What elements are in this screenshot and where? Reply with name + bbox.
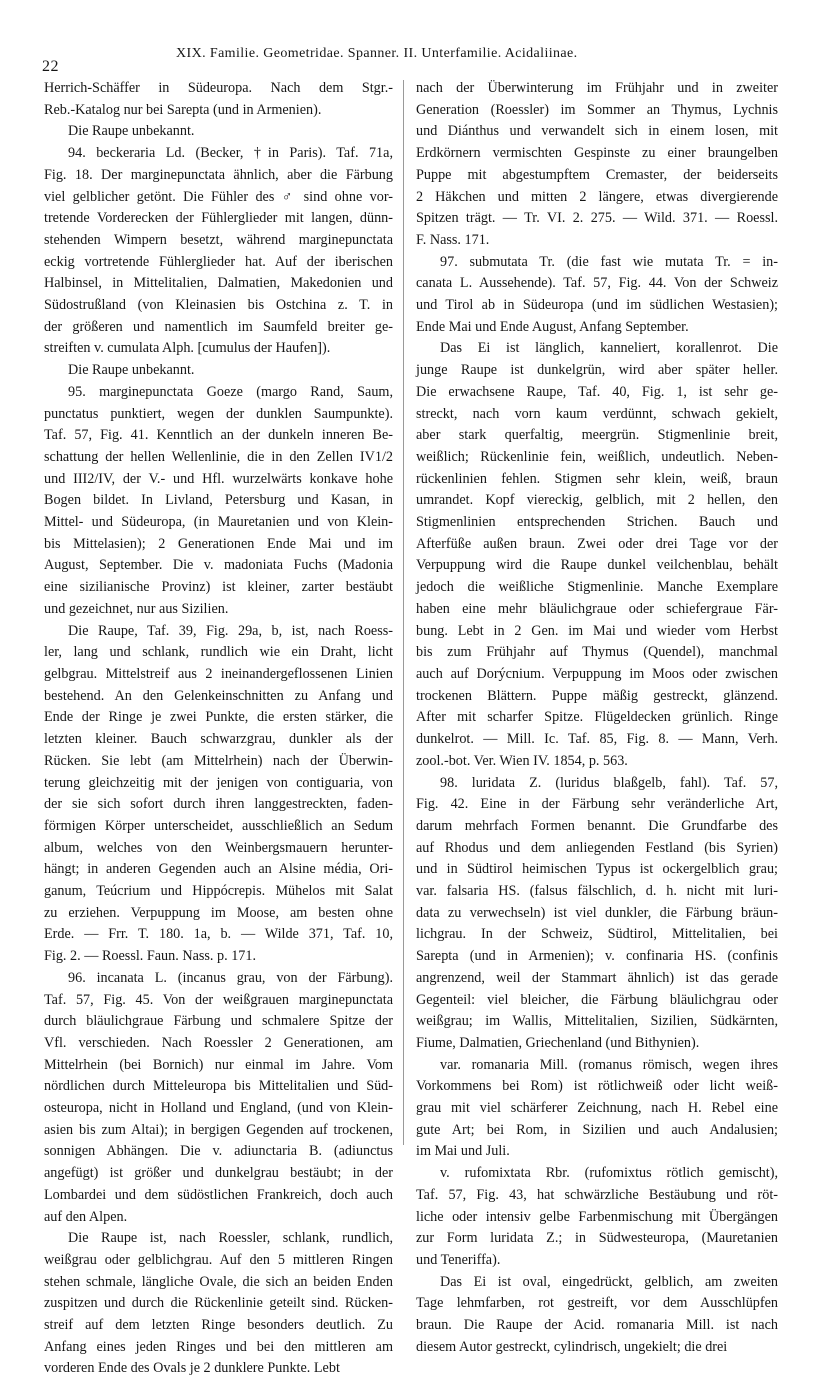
left-column-text-line: Die Raupe unbekannt. <box>68 362 195 379</box>
left-column-text-line: förmigen Körper unterscheidet, ausschließlich an Sedum <box>44 817 393 834</box>
right-column-text-line: Fig. 42. Eine in der Färbung sehr veränderliche Art, <box>416 796 778 813</box>
left-column-text-line: Die Raupe unbekannt. <box>68 123 195 140</box>
left-column-text-line: Die Raupe, Taf. 39, Fig. 29a, b, ist, nach Roess- <box>68 622 393 639</box>
right-column-text-line: data zu verwechseln) ist viel dunkler, die Färbung bräun- <box>416 904 778 921</box>
right-column-text-line: weißlich; Rückenlinie fein, weißlich, undeutlich. Neben- <box>416 448 778 465</box>
left-column-text-line: weißgrau oder gelblichgrau. Auf den 5 mittleren Ringen <box>44 1251 393 1268</box>
right-column-text-line: Gegenteil: viel bleicher, die Färbung bläulichgrau oder <box>416 991 778 1008</box>
right-column-text-line: haben eine mehr bläulichgraue oder schiefergraue Fär- <box>416 600 778 617</box>
right-column-text-line: liche oder intensiv gelbe Farbenmischung mit Übergängen <box>416 1208 778 1225</box>
right-column-text-line: braun. Die Raupe der Acid. romanaria Mill. ist nach <box>416 1317 778 1334</box>
left-column-text-line: Fig. 18. Der marginepunctata ähnlich, aber die Färbung <box>44 166 393 183</box>
right-column-text-line: darum mehrfach Formen benannt. Die Grundfarbe des <box>416 817 778 834</box>
right-column-text-line: Taf. 57, Fig. 43, hat schwärzliche Bestäubung und röt- <box>416 1186 778 1203</box>
left-column-text-line: osteuropa, nicht in Holland und England, (und von Klein- <box>44 1100 393 1117</box>
right-column-text-line: Spitzen trägt. — Tr. VI. 2. 275. — Wild. 371. — Roessl. <box>416 210 778 227</box>
right-column-text-line: auch auf Dorýcnium. Verpuppung im Moos oder zwischen <box>416 665 778 682</box>
right-column-text-line: 2 Häkchen und mitten 2 längere, etwas divergierende <box>416 188 778 205</box>
left-column-text-line: viel gelblicher getönt. Die Fühler des ♂ sind ohne vor- <box>44 188 393 205</box>
left-column-text-line: Bogen bildet. In Livland, Petersburg und Kasan, in <box>44 492 393 509</box>
right-column-text-line: Das Ei ist länglich, kanneliert, korallenrot. Die <box>440 340 778 357</box>
right-column-text-line: und Tirol ab in Südeuropa (und im südlichen Westasien); <box>416 297 778 314</box>
right-column-text-line: Die erwachsene Raupe, Taf. 40, Fig. 1, ist sehr ge- <box>416 383 778 400</box>
left-column-text-line: asien bis zum Altai); in bergigen Gegenden auf trockenen, <box>44 1121 393 1138</box>
left-column-text-line: ler, lang und schlank, rundlich wie ein Draht, licht <box>44 644 393 661</box>
right-column-text-line: zur Form luridata Z.; in Südwesteuropa, (Mauretanien <box>416 1230 778 1247</box>
right-column-text-line: var. falsaria HS. (falsus fälschlich, d. h. nicht mit luri- <box>416 883 778 900</box>
right-column-text-line: bung. Lebt in 2 Gen. im Mai und wieder vom Herbst <box>416 622 778 639</box>
left-column-text-line: vorderen Ende des Ovals je 2 dunklere Punkte. Lebt <box>44 1360 340 1377</box>
right-column-text-line: canata L. Aussehende). Taf. 57, Fig. 44. Von der Schweiz <box>416 275 778 292</box>
left-column-text-line: Lombardei und dem südöstlichen Frankreich, doch auch <box>44 1186 393 1203</box>
right-column <box>416 78 778 1358</box>
right-column-text-line: und in Südtirol heimischen Typus ist ockergelblich grau; <box>416 861 778 878</box>
left-column-text-line: angefügt) ist größer und dunkelgrau bestäubt; in der <box>44 1165 393 1182</box>
left-column-text-line: stehen schmale, längliche Ovale, die sich an beiden Enden <box>44 1273 393 1290</box>
left-column-text-line: zu erziehen. Verpuppung im Moose, am besten ohne <box>44 904 393 921</box>
right-column-text-line: aber stark querfaltig, meergrün. Stigmenlinie breit, <box>416 427 778 444</box>
right-column-text-line: 98. luridata Z. (luridus blaßgelb, fahl). Taf. 57, <box>440 774 778 791</box>
left-column-text-line: durch bläulichgraue Färbung und schmalere Spitze der <box>44 1013 393 1030</box>
right-column-text-line: F. Nass. 171. <box>416 231 490 248</box>
right-column-text-line: diesem Autor gestreckt, cylindrisch, ungekielt; die drei <box>416 1338 728 1355</box>
right-column-text-line: und Diánthus und verwandelt sich in einem losen, mit <box>416 123 778 140</box>
left-column-text-line: streiften v. cumulata Alph. [cumulus der Haufen]). <box>44 340 331 357</box>
right-column-text-line: gute Art; bei Rom, in Sizilien und auch Andalusien; <box>416 1121 778 1138</box>
left-column-text-line: der größeren und namentlich im Saumfeld breiter ge- <box>44 318 393 335</box>
left-column-text-line: Anfang eines jeden Ringes und bei den mittleren am <box>44 1338 393 1355</box>
running-head: XIX. Familie. Geometridae. Spanner. II. Unterfamilie. Acidaliinae. <box>176 46 578 61</box>
right-column-text-line: bis zum Frühjahr auf Thymus (Quendel), manchmal <box>416 644 778 661</box>
left-column-text-line: 95. marginepunctata Goeze (margo Rand, Saum, <box>68 383 393 400</box>
left-column-text-line: Halbinsel, in Mittelitalien, Dalmatien, Makedonien und <box>44 275 393 292</box>
left-column <box>44 78 393 1380</box>
left-column-text-line: ganum, Teúcrium und Hippócrepis. Mühelos mit Salat <box>44 883 393 900</box>
right-column-text-line: var. romanaria Mill. (romanus römisch, wegen ihres <box>440 1056 778 1073</box>
right-column-text-line: streckt, nach vorn kaum verdünnt, schwach gekielt, <box>416 405 778 422</box>
left-column-text-line: Fig. 2. — Roessl. Faun. Nass. p. 171. <box>44 948 257 965</box>
right-column-text-line: Erdkörnern vermischten Gespinste zu einer braungelben <box>416 145 778 162</box>
left-column-text-line: Mittelrhein (bei Bornich) nur einmal im Jahre. Vom <box>44 1056 393 1073</box>
right-column-text-line: Puppe mit abgestumpftem Cremaster, der beiderseits <box>416 166 778 183</box>
left-column-text-line: Erde. — Frr. T. 180. 1a, b. — Wilde 371, Taf. 10, <box>44 926 393 943</box>
right-column-text-line: v. rufomixtata Rbr. (rufomixtus rötlich gemischt), <box>440 1165 778 1182</box>
left-column-text-line: bestehend. An den Gelenkeinschnitten zu Anfang und <box>44 687 393 704</box>
right-column-text-line: Verpuppung wird die Raupe dunkel veilchenblau, behält <box>416 557 778 574</box>
right-column-text-line: jedoch die weißliche Stigmenlinie. Manche Exemplare <box>416 579 778 596</box>
right-column-text-line: umrandet. Kopf viereckig, gelblich, mit 2 hellen, den <box>416 492 778 509</box>
right-column-text-line: Fiume, Dalmatien, Griechenland (und Bithynien). <box>416 1034 700 1051</box>
right-column-text-line: und Teneriffa). <box>416 1251 501 1268</box>
left-column-text-line: Ende der Ringe je zwei Punkte, die ersten stärker, die <box>44 709 393 726</box>
right-column-text-line: angrenzend, weil der Stammart ähnlich) ist das gerade <box>416 969 778 986</box>
right-column-text-line: im Mai und Juli. <box>416 1143 510 1160</box>
left-column-text-line: 96. incanata L. (incanus grau, von der Färbung). <box>68 969 393 986</box>
left-column-text-line: album, welches von den Weinbergsmauern herunter- <box>44 839 393 856</box>
left-column-text-line: punctatus punktiert, wegen der dunklen Saumpunkte). <box>44 405 393 422</box>
left-column-text-line: streif auf dem letzten Ringe besonders deutlich. Zu <box>44 1317 393 1334</box>
right-column-text-line: grau mit viel schärferer Zeichnung, nach H. Rebel eine <box>416 1100 778 1117</box>
left-column-text-line: sonnigen Abhängen. Die v. adiunctaria B. (adiunctus <box>44 1143 393 1160</box>
left-column-text-line: eckig vortretende Fühlerglieder hat. Auf der iberischen <box>44 253 393 270</box>
left-column-text-line: tretende Vorderecken der Fühlerglieder mit langen, dünn- <box>44 210 393 227</box>
right-column-text-line: Ende Mai und Ende August, Anfang September. <box>416 318 689 335</box>
left-column-text-line: nördlichen durch Mitteleuropa bis Mittelitalien und Süd- <box>44 1078 393 1095</box>
left-column-text-line: gelbgrau. Mittelstreif aus 2 ineinandergeflossenen Linien <box>44 665 393 682</box>
left-column-text-line: schattung der hellen Wellenlinie, die in den Zellen IV1/2 <box>44 448 393 465</box>
left-column-text-line: Reb.-Katalog nur bei Sarepta (und in Armenien). <box>44 101 322 118</box>
right-column-text-line: Tage lehmfarben, rot gestreift, vor dem Ausschlüpfen <box>416 1295 778 1312</box>
right-column-text-line: dunkelrot. — Mill. Ic. Taf. 85, Fig. 8. — Mann, Verh. <box>416 731 778 748</box>
left-column-text-line: bis Mittelasien); 2 Generationen Ende Mai und im <box>44 535 393 552</box>
right-column-text-line: trockenen Blättern. Puppe mäßig gestreckt, glänzend. <box>416 687 778 704</box>
right-column-text-line: nach der Überwinterung im Frühjahr und in zweiter <box>416 80 778 96</box>
right-column-text-line: auf Rhodus und dem anliegenden Festland (bis Syrien) <box>416 839 778 856</box>
left-column-text-line: Die Raupe ist, nach Roessler, schlank, rundlich, <box>68 1230 393 1247</box>
left-column-text-line: der sie sich sofort durch ihren langgestreckten, faden- <box>44 796 393 813</box>
right-column-text-line: Generation (Roessler) im Sommer an Thymus, Lychnis <box>416 101 778 118</box>
right-column-text-line: After mit scharfer Spitze. Flügeldecken grünlich. Ringe <box>416 709 778 726</box>
right-column-text-line: Vorkommens bei Rom) ist rötlichweiß oder licht weiß- <box>416 1078 778 1095</box>
right-column-text-line: weißgrau; im Wallis, Mittelitalien, Sizilien, Südkärnten, <box>416 1013 778 1030</box>
left-column-text-line: Taf. 57, Fig. 41. Kenntlich an der dunkeln inneren Be- <box>44 427 393 444</box>
right-column-text-line: Afterfüße außen braun. Zwei oder drei Tage vor der <box>416 535 778 552</box>
left-column-text-line: terung gleichzeitig mit der jenigen von contiguaria, von <box>44 774 393 791</box>
left-column-text-line: Südostrußland (von Kleinasien bis Ostchina z. T. in <box>44 297 393 314</box>
left-column-text-line: Mittel- und Südeuropa, (in Mauretanien und von Klein- <box>44 514 393 531</box>
left-column-text-line: und III2/IV, der V.- und Hfl. wurzelwärts konkave hohe <box>44 470 393 487</box>
left-column-text-line: und gezeichnet, nur aus Sizilien. <box>44 600 229 617</box>
right-column-text-line: rückenlinien fehlen. Stigmen sehr klein, weiß, braun <box>416 470 778 487</box>
right-column-text-line: zool.-bot. Ver. Wien IV. 1854, p. 563. <box>416 752 628 769</box>
left-column-text-line: 94. beckeraria Ld. (Becker, †in Paris). Taf. 71a, <box>68 145 393 162</box>
left-column-text-line: Taf. 57, Fig. 45. Von der weißgrauen marginepunctata <box>44 991 393 1008</box>
right-column-text-line: Das Ei ist oval, eingedrückt, gelblich, am zweiten <box>440 1273 778 1290</box>
right-column-text-line: junge Raupe ist dunkelgrün, wird aber später heller. <box>416 362 778 379</box>
right-column-text-line: lichgrau. In der Schweiz, Südtirol, Mittelitalien, bei <box>416 926 778 943</box>
left-column-text-line: Rücken. Sie lebt (am Mittelrhein) nach der Überwin- <box>44 752 393 769</box>
left-column-text-line: Herrich-Schäffer in Südeuropa. Nach dem Stgr.- <box>44 80 393 96</box>
left-column-text-line: auf den Alpen. <box>44 1208 128 1225</box>
right-column-text-line: Sarepta (und in Armenien); v. confinaria HS. (confinis <box>416 948 778 965</box>
right-column-text-line: 97. submutata Tr. (die fast wie mutata Tr. = in- <box>440 253 778 270</box>
left-column-text-line: eine sizilianische Provinz) ist kleiner, zarter bestäubt <box>44 579 393 596</box>
left-column-text-line: August, September. Die v. madoniata Fuchs (Madonia <box>44 557 393 574</box>
left-column-text-line: hängt; in anderen Gegenden auch an Alsine média, Ori- <box>44 861 393 878</box>
left-column-text-line: Vfl. verschieden. Nach Roessler 2 Generationen, am <box>44 1034 393 1051</box>
right-column-text-line: Stigmenlinien entsprechenden Strichen. Bauch und <box>416 514 778 531</box>
column-divider <box>403 80 404 1145</box>
left-column-text-line: zuspitzen und durch die Rückenlinie geteilt sind. Rücken- <box>44 1295 393 1312</box>
page-number: 22 <box>42 58 59 75</box>
left-column-text-line: letzten kleiner. Bauch schwarzgrau, dunkler als der <box>44 731 393 748</box>
left-column-text-line: stehenden Wimpern besetzt, während marginepunctata <box>44 231 393 248</box>
